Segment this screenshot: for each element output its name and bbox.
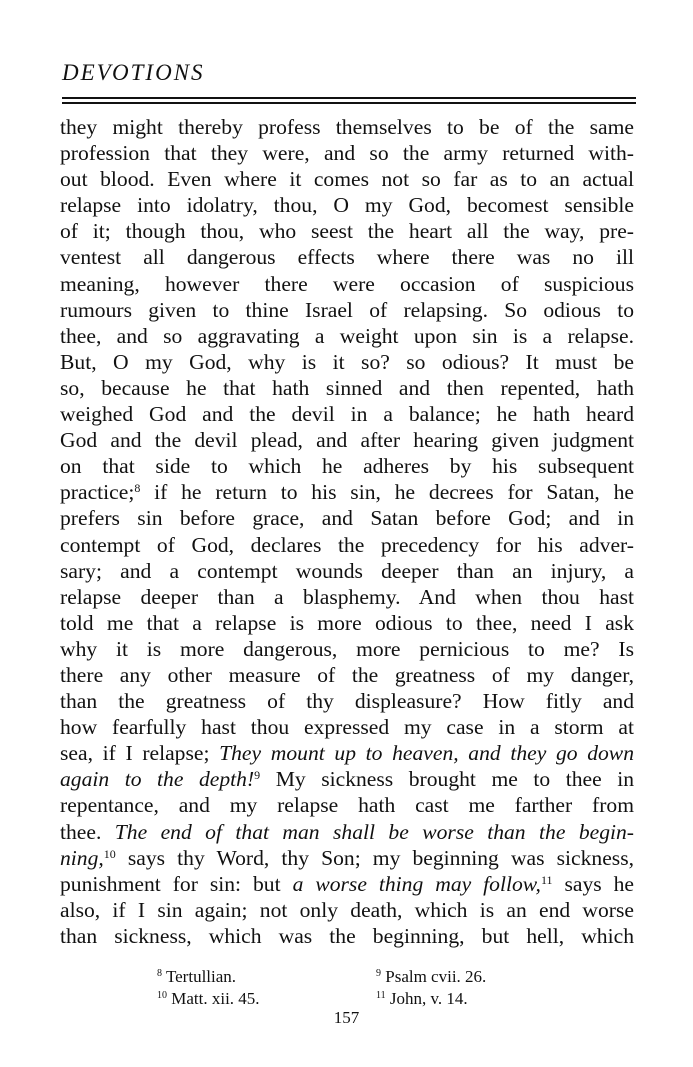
text-run: meaning, however there were occasion of suspicious	[60, 271, 634, 296]
footnote-ref: 10	[103, 846, 116, 861]
text-line	[60, 714, 634, 740]
header-rule-top	[62, 97, 636, 99]
text-run: also, if I sin again; not only death, which is an end worse	[60, 897, 634, 922]
italic-text: They mount up to heaven, and they go down	[219, 741, 634, 766]
text-line	[60, 323, 634, 349]
text-line	[60, 558, 634, 584]
text-run: My sickness brought me to thee in	[260, 767, 634, 792]
text-run: says he	[552, 871, 634, 896]
footnote-10	[157, 988, 260, 1010]
text-line	[60, 923, 634, 949]
text-run: ventest all dangerous effects where there was no ill	[60, 245, 634, 270]
header-rule-bottom	[62, 102, 636, 104]
text-line	[60, 453, 634, 479]
text-run: sea, if I relapse;	[60, 741, 220, 766]
text-line	[60, 166, 634, 192]
text-run: contempt of God, declares the precedency for his adver-	[60, 532, 634, 557]
text-line	[60, 114, 634, 140]
text-line	[60, 688, 634, 714]
text-line	[60, 375, 634, 401]
footnote-ref: 8	[134, 481, 141, 496]
text-run: punishment for sin: but	[60, 871, 293, 896]
text-line	[60, 532, 634, 558]
text-run: out blood. Even where it comes not so far as to an actual	[60, 167, 634, 192]
footnote-ref: 11	[540, 872, 553, 887]
italic-text: ning,	[60, 845, 104, 870]
text-line	[60, 792, 634, 818]
footnote-11	[376, 988, 468, 1010]
text-run: relapse deeper than a blasphemy. And when thou hast	[60, 584, 634, 609]
text-run: God and the devil plead, and after hearing given judgment	[60, 428, 634, 453]
text-run: rumours given to thine Israel of relapsing. So odious to	[60, 297, 634, 322]
footnote-ref: 9	[254, 768, 261, 783]
footnote-mark: 10	[157, 990, 167, 1001]
text-run: so, because he that hath sinned and then repented, hath	[60, 375, 634, 400]
text-run: told me that a relapse is more odious to thee, need I ask	[60, 610, 634, 635]
text-run: if he return to his sin, he decrees for Satan, he	[140, 480, 634, 505]
footnote-text: Tertullian.	[162, 967, 237, 986]
text-run: than sickness, which was the beginning, but hell, which	[60, 923, 634, 948]
text-line	[60, 401, 634, 427]
text-line	[60, 218, 634, 244]
text-line	[60, 349, 634, 375]
text-line	[60, 140, 634, 166]
text-run: of it; though thou, who seest the heart all the way, pre-	[60, 219, 634, 244]
text-line	[60, 819, 634, 845]
text-run: prefers sin before grace, and Satan before God; and in	[60, 506, 634, 531]
text-line	[60, 271, 634, 297]
text-line	[60, 845, 634, 871]
footnote-9	[376, 966, 486, 988]
page-number: 157	[333, 1008, 360, 1027]
text-run: profession that they were, and so the army returned with-	[60, 141, 634, 166]
footnote-text: Psalm cvii. 26.	[381, 967, 487, 986]
text-line	[60, 636, 634, 662]
text-line	[60, 740, 634, 766]
footnote-mark: 11	[376, 990, 386, 1001]
text-run: there any other measure of the greatness of my danger,	[60, 662, 634, 687]
footnote-text: Matt. xii. 45.	[167, 989, 260, 1008]
text-run: on that side to which he adheres by his subsequent	[60, 454, 634, 479]
text-run: says thy Word, thy Son; my beginning was sickness,	[115, 845, 634, 870]
text-run: weighed God and the devil in a balance; he hath heard	[60, 402, 634, 427]
text-line	[60, 662, 634, 688]
text-line	[60, 244, 634, 270]
footnote-mark: 8	[157, 968, 162, 979]
text-line	[60, 897, 634, 923]
text-run: practice;	[60, 480, 135, 505]
text-line	[60, 479, 634, 505]
text-run: sary; and a contempt wounds deeper than an injury, a	[60, 558, 634, 583]
italic-text: The end of that man shall be worse than the begin-	[114, 819, 634, 844]
running-head: DEVOTIONS	[62, 60, 205, 85]
text-line	[60, 610, 634, 636]
footnote-8	[157, 966, 236, 988]
text-run: they might thereby profess themselves to be of the same	[60, 115, 634, 139]
text-line	[60, 192, 634, 218]
italic-text: again to the depth!	[60, 767, 255, 792]
text-run: why it is more dangerous, more pernicious to me? Is	[60, 636, 634, 661]
text-line	[60, 427, 634, 453]
text-line	[60, 297, 634, 323]
text-run: thee, and so aggravating a weight upon sin is a relapse.	[60, 323, 634, 348]
text-run: relapse into idolatry, thou, O my God, becomest sensible	[60, 193, 634, 218]
text-run: how fearfully hast thou expressed my case in a storm at	[60, 715, 634, 740]
italic-text: a worse thing may follow,	[292, 871, 541, 896]
text-line	[60, 766, 634, 792]
text-run: repentance, and my relapse hath cast me farther from	[60, 793, 634, 818]
text-line	[60, 871, 634, 897]
body-text	[60, 114, 634, 949]
text-line	[60, 505, 634, 531]
text-line	[60, 584, 634, 610]
footnote-mark: 9	[376, 968, 381, 979]
text-run: thee.	[60, 819, 115, 844]
footnote-text: John, v. 14.	[385, 989, 468, 1008]
text-run: than the greatness of thy displeasure? How fitly and	[60, 689, 634, 714]
text-run: But, O my God, why is it so? so odious? It must be	[60, 349, 634, 374]
